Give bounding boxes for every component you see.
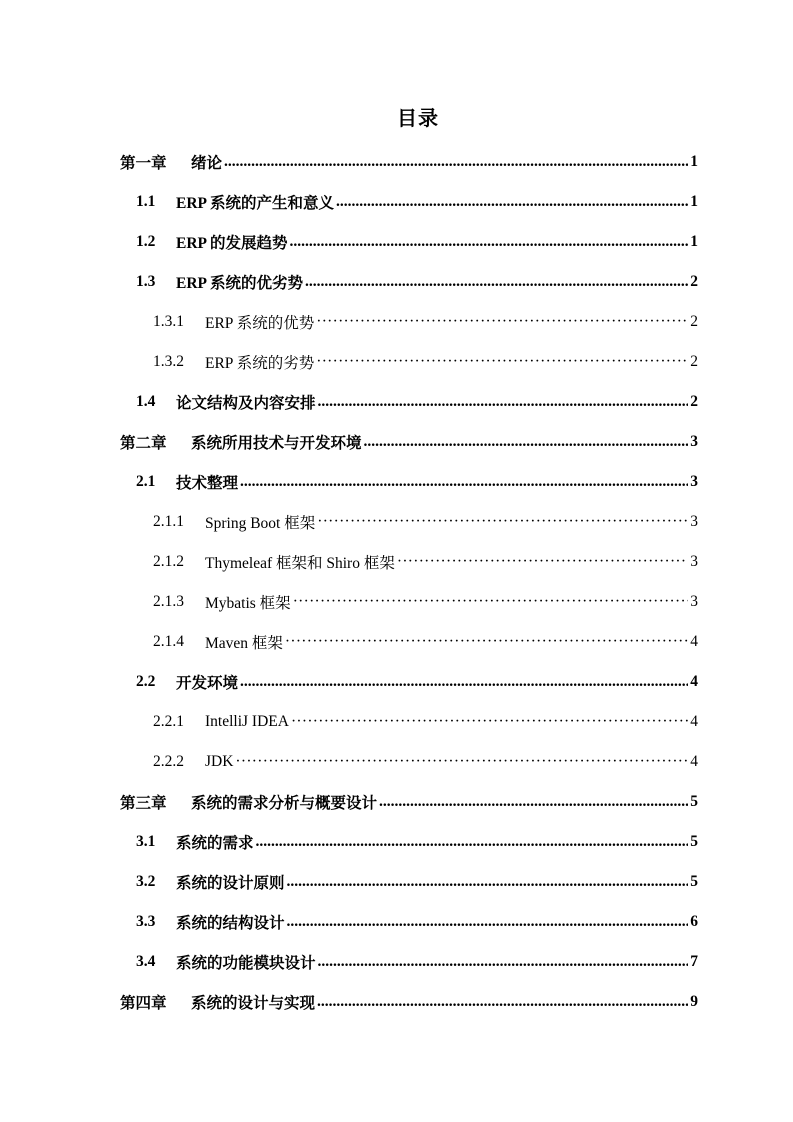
toc-entry-label: 技术整理 xyxy=(176,475,239,492)
toc-entry-page-number: 9 xyxy=(690,993,698,1010)
toc-entry-label: 系统的结构设计 xyxy=(176,915,285,932)
dot-leader xyxy=(287,913,688,931)
toc-entry-subsection[interactable] xyxy=(120,342,698,382)
toc-entry-number: 2.1 xyxy=(136,473,156,490)
toc-entry-subsection[interactable] xyxy=(120,622,698,662)
toc-entry-label: ERP 系统的产生和意义 xyxy=(176,195,335,212)
toc-entry-number: 3.2 xyxy=(136,873,156,890)
toc-entry-page-number: 3 xyxy=(690,513,698,530)
toc-entry-page-number: 7 xyxy=(690,953,698,970)
toc-entry-page-number: 1 xyxy=(690,153,698,170)
toc-entry-page-number: 5 xyxy=(690,833,698,850)
toc-entry-page-number: 1 xyxy=(690,233,698,250)
toc-entry-label: Mybatis 框架 xyxy=(205,595,291,612)
toc-entry-number: 第一章 xyxy=(120,155,167,172)
toc-entry-label: IntelliJ IDEA xyxy=(205,713,289,730)
dot-leader xyxy=(318,393,688,411)
dot-leader xyxy=(316,313,688,331)
toc-entry-page-number: 3 xyxy=(690,433,698,450)
toc-entry-chapter[interactable] xyxy=(120,782,698,822)
toc-entry-number: 第四章 xyxy=(120,995,167,1012)
toc-entry-page-number: 4 xyxy=(690,753,698,770)
dot-leader xyxy=(397,553,688,571)
toc-entry-number: 2.2 xyxy=(136,673,156,690)
dot-leader xyxy=(224,153,688,171)
toc-entry-page-number: 2 xyxy=(690,313,698,330)
toc-entry-page-number: 3 xyxy=(690,473,698,490)
toc-entry-label: ERP 的发展趋势 xyxy=(176,235,288,252)
toc-entry-number: 1.3.2 xyxy=(153,353,184,370)
toc-entry-label: 系统的需求分析与概要设计 xyxy=(191,795,378,812)
toc-entry-page-number: 2 xyxy=(690,353,698,370)
toc-entry-number: 2.2.1 xyxy=(153,713,184,730)
toc-entry-label: 系统的设计原则 xyxy=(176,875,285,892)
toc-entry-label: 系统的需求 xyxy=(176,835,254,852)
toc-entry-number: 3.1 xyxy=(136,833,156,850)
dot-leader xyxy=(240,473,688,491)
toc-entry-section[interactable] xyxy=(120,822,698,862)
toc-entry-subsection[interactable] xyxy=(120,542,698,582)
dot-leader xyxy=(317,993,688,1011)
toc-entry-number: 第二章 xyxy=(120,435,167,452)
dot-leader xyxy=(379,793,688,811)
toc-entry-label: 系统的设计与实现 xyxy=(191,995,316,1012)
toc-entry-number: 1.3.1 xyxy=(153,313,184,330)
toc-entry-label: Spring Boot 框架 xyxy=(205,515,316,532)
toc-entry-subsection[interactable] xyxy=(120,502,698,542)
toc-entry-label: 系统所用技术与开发环境 xyxy=(191,435,362,452)
table-of-contents xyxy=(120,142,698,1022)
toc-entry-number: 2.1.3 xyxy=(153,593,184,610)
dot-leader xyxy=(316,353,688,371)
toc-entry-page-number: 4 xyxy=(690,673,698,690)
toc-entry-number: 3.3 xyxy=(136,913,156,930)
toc-entry-subsection[interactable] xyxy=(120,302,698,342)
toc-entry-label: 系统的功能模块设计 xyxy=(176,955,316,972)
toc-entry-number: 2.1.4 xyxy=(153,633,184,650)
toc-entry-page-number: 5 xyxy=(690,873,698,890)
toc-entry-number: 3.4 xyxy=(136,953,156,970)
toc-entry-label: Thymeleaf 框架和 Shiro 框架 xyxy=(205,555,395,572)
toc-entry-number: 第三章 xyxy=(120,795,167,812)
dot-leader xyxy=(235,753,688,771)
toc-entry-number: 2.1.2 xyxy=(153,553,184,570)
toc-entry-page-number: 3 xyxy=(690,593,698,610)
toc-entry-section[interactable] xyxy=(120,462,698,502)
toc-entry-subsection[interactable] xyxy=(120,702,698,742)
toc-entry-section[interactable] xyxy=(120,262,698,302)
dot-leader xyxy=(293,593,688,611)
dot-leader xyxy=(317,513,688,531)
toc-entry-page-number: 2 xyxy=(690,273,698,290)
toc-entry-section[interactable] xyxy=(120,222,698,262)
toc-entry-label: JDK xyxy=(205,753,234,770)
toc-entry-page-number: 1 xyxy=(690,193,698,210)
toc-entry-page-number: 5 xyxy=(690,793,698,810)
dot-leader xyxy=(291,713,688,731)
toc-entry-number: 2.2.2 xyxy=(153,753,184,770)
toc-entry-label: 绪论 xyxy=(191,155,223,172)
toc-entry-label: ERP 系统的优劣势 xyxy=(176,275,304,292)
toc-entry-label: 开发环境 xyxy=(176,675,239,692)
dot-leader xyxy=(287,873,688,891)
toc-entry-subsection[interactable] xyxy=(120,742,698,782)
toc-entry-page-number: 2 xyxy=(690,393,698,410)
toc-entry-chapter[interactable] xyxy=(120,422,698,462)
toc-entry-number: 1.4 xyxy=(136,393,156,410)
dot-leader xyxy=(290,233,688,251)
toc-entry-chapter[interactable] xyxy=(120,982,698,1022)
toc-entry-label: ERP 系统的劣势 xyxy=(205,355,315,372)
dot-leader xyxy=(256,833,688,851)
toc-entry-page-number: 4 xyxy=(690,633,698,650)
toc-entry-label: ERP 系统的优势 xyxy=(205,315,315,332)
toc-entry-number: 1.1 xyxy=(136,193,156,210)
dot-leader xyxy=(318,953,688,971)
toc-entry-section[interactable] xyxy=(120,182,698,222)
toc-entry-subsection[interactable] xyxy=(120,582,698,622)
toc-entry-number: 1.3 xyxy=(136,273,156,290)
toc-entry-label: 论文结构及内容安排 xyxy=(176,395,316,412)
toc-entry-section[interactable] xyxy=(120,942,698,982)
toc-entry-page-number: 6 xyxy=(690,913,698,930)
dot-leader xyxy=(336,193,688,211)
toc-entry-number: 1.2 xyxy=(136,233,156,250)
toc-entry-chapter[interactable] xyxy=(120,142,698,182)
dot-leader xyxy=(240,673,688,691)
toc-entry-page-number: 3 xyxy=(690,553,698,570)
toc-entry-page-number: 4 xyxy=(690,713,698,730)
toc-entry-number: 2.1.1 xyxy=(153,513,184,530)
toc-entry-section[interactable] xyxy=(120,382,698,422)
toc-title: 目录 xyxy=(397,108,439,130)
toc-entry-section[interactable] xyxy=(120,902,698,942)
toc-entry-section[interactable] xyxy=(120,662,698,702)
dot-leader xyxy=(364,433,688,451)
toc-entry-section[interactable] xyxy=(120,862,698,902)
dot-leader xyxy=(305,273,688,291)
toc-entry-label: Maven 框架 xyxy=(205,635,283,652)
dot-leader xyxy=(285,633,688,651)
